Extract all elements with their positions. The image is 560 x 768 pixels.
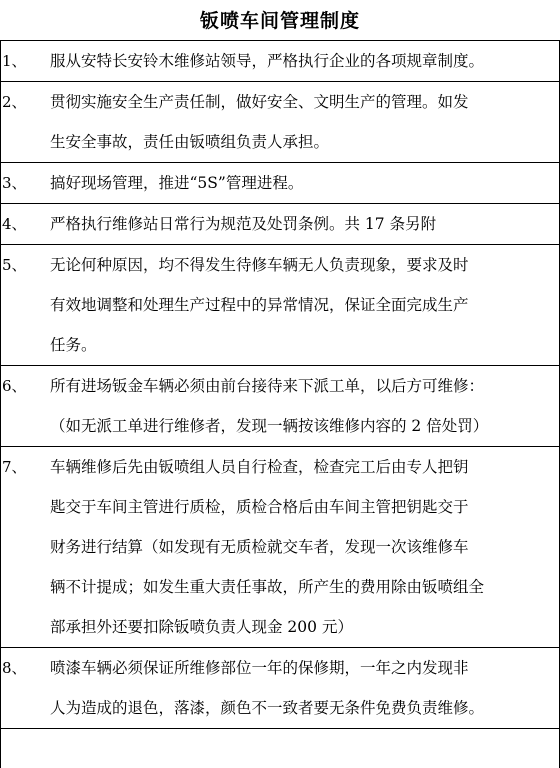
table-left-border [0, 40, 1, 768]
rule-text [50, 163, 558, 203]
rule-number: 8、 [2, 659, 27, 677]
rule-line: （如无派工单进行维修者，发现一辆按该维修内容的 2 倍处罚） [50, 417, 489, 435]
rule-line: 严格执行维修站日常行为规范及处罚条例。共 17 条另附 [50, 215, 437, 233]
rule-line: 车辆维修后先由钣喷组人员自行检查，检查完工后由专人把钥 [50, 458, 469, 476]
rule-line: 辆不计提成；如发生重大责任事故，所产生的费用除由钣喷组全 [50, 578, 485, 596]
rule-text [50, 204, 558, 244]
rule-item-6 [0, 365, 560, 446]
rule-line: 贯彻实施安全生产责任制，做好安全、文明生产的管理。如发 [50, 93, 469, 111]
rule-line: 财务进行结算（如发现有无质检就交车者，发现一次该维修车 [50, 538, 469, 556]
rule-number: 2、 [2, 93, 27, 111]
rule-item-4 [0, 203, 560, 244]
rule-text [50, 648, 558, 728]
rules-table [0, 40, 560, 729]
rule-line: 生安全事故，责任由钣喷组负责人承担。 [50, 133, 330, 151]
rule-line: 部承担外还要扣除钣喷负责人现金 200 元） [50, 618, 353, 636]
rule-line: 无论何种原因，均不得发生待修车辆无人负责现象，要求及时 [50, 256, 469, 274]
rule-item-3 [0, 162, 560, 203]
rule-line: 任务。 [50, 336, 97, 354]
rule-line: 有效地调整和处理生产过程中的异常情况，保证全面完成生产 [50, 296, 469, 314]
rule-line: 人为造成的退色，落漆，颜色不一致者要无条件免费负责维修。 [50, 699, 485, 717]
rule-item-7 [0, 446, 560, 647]
rule-number: 5、 [2, 256, 27, 274]
rule-item-8 [0, 647, 560, 729]
rule-number: 1、 [2, 52, 27, 70]
rule-line: 喷漆车辆必须保证所维修部位一年的保修期，一年之内发现非 [50, 659, 469, 677]
rule-text [50, 245, 558, 365]
rule-text [50, 82, 558, 162]
document-title: 钣喷车间管理制度 [199, 10, 360, 32]
rule-number: 6、 [2, 377, 27, 395]
rule-line: 服从安特长安铃木维修站领导，严格执行企业的各项规章制度。 [50, 52, 485, 70]
rule-item-2 [0, 81, 560, 162]
rule-line: 搞好现场管理，推进“5S”管理进程。 [50, 174, 304, 192]
rule-line: 匙交于车间主管进行质检，质检合格后由车间主管把钥匙交于 [50, 498, 469, 516]
rule-number: 4、 [2, 215, 27, 233]
rule-item-5 [0, 244, 560, 365]
rule-number: 3、 [2, 174, 27, 192]
rule-number: 7、 [2, 458, 27, 476]
rule-line: 所有进场钣金车辆必须由前台接待来下派工单，以后方可维修： [50, 377, 485, 395]
rule-text [50, 366, 558, 446]
rule-item-1 [0, 40, 560, 81]
rule-text [50, 41, 558, 81]
rule-text [50, 447, 558, 647]
